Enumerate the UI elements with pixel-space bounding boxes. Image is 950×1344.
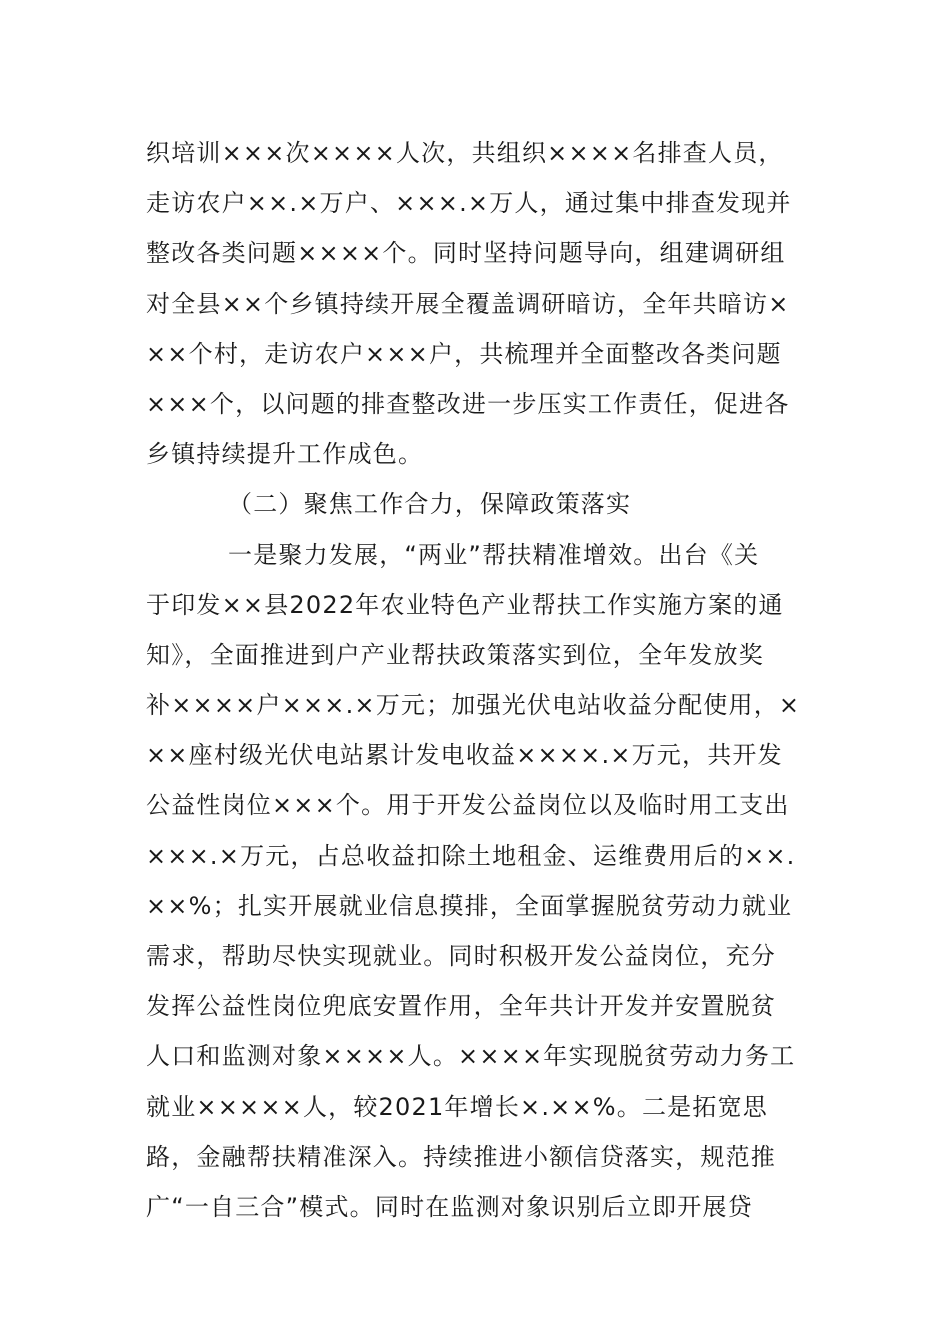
paragraph-line: 广“一自三合”模式。同时在监测对象识别后立即开展贷 — [146, 1192, 753, 1221]
paragraph-line: 需求，帮助尽快实现就业。同时积极开发公益岗位，充分 — [146, 942, 776, 970]
paragraph-line: 路，金融帮扶精准深入。持续推进小额信贷落实，规范推 — [146, 1142, 776, 1171]
paragraph-line: 于印发××县2022年农业特色产业帮扶工作实施方案的通 — [146, 590, 784, 619]
paragraph-line: 整改各类问题××××个。同时坚持问题导向，组建调研组 — [146, 239, 786, 268]
paragraph-line: ××个村，走访农户×××户，共梳理并全面整改各类问题 — [146, 339, 782, 368]
paragraph-line: 对全县××个乡镇持续开展全覆盖调研暗访，全年共暗访× — [146, 289, 790, 318]
paragraph-line: ×××.×万元，占总收益扣除土地租金、运维费用后的××. — [146, 841, 796, 870]
section-heading: （二）聚焦工作合力，保障政策落实 — [228, 490, 632, 519]
paragraph-line: 就业×××××人，较2021年增长×.××%。二是拓宽思 — [146, 1092, 768, 1121]
paragraph-line: 发挥公益性岗位兜底安置作用，全年共计开发并安置脱贫 — [146, 992, 776, 1021]
paragraph-line: ××%；扎实开展就业信息摸排，全面掌握脱贫劳动力就业 — [146, 891, 793, 920]
paragraph-line: 公益性岗位×××个。用于开发公益岗位以及临时用工支出 — [146, 791, 790, 820]
paragraph-line: ××座村级光伏电站累计发电收益××××.×万元，共开发 — [146, 741, 783, 770]
paragraph-line: 走访农户××.×万户、×××.×万人，通过集中排查发现并 — [146, 189, 792, 218]
paragraph-line: 补××××户×××.×万元；加强光伏电站收益分配使用，× — [146, 691, 801, 720]
paragraph-first-line: 一是聚力发展，“两业”帮扶精准增效。出台《关 — [228, 540, 760, 569]
paragraph-line: 人口和监测对象××××人。××××年实现脱贫劳动力务工 — [146, 1042, 796, 1071]
paragraph-line: 乡镇持续提升工作成色。 — [146, 440, 424, 469]
paragraph-line: ×××个，以问题的排查整改进一步压实工作责任，促进各 — [146, 389, 790, 418]
paragraph-line: 织培训×××次××××人次，共组织××××名排查人员， — [146, 139, 784, 167]
paragraph-line: 知》，全面推进到户产业帮扶政策落实到位，全年发放奖 — [146, 640, 764, 669]
document-body — [146, 128, 810, 1232]
